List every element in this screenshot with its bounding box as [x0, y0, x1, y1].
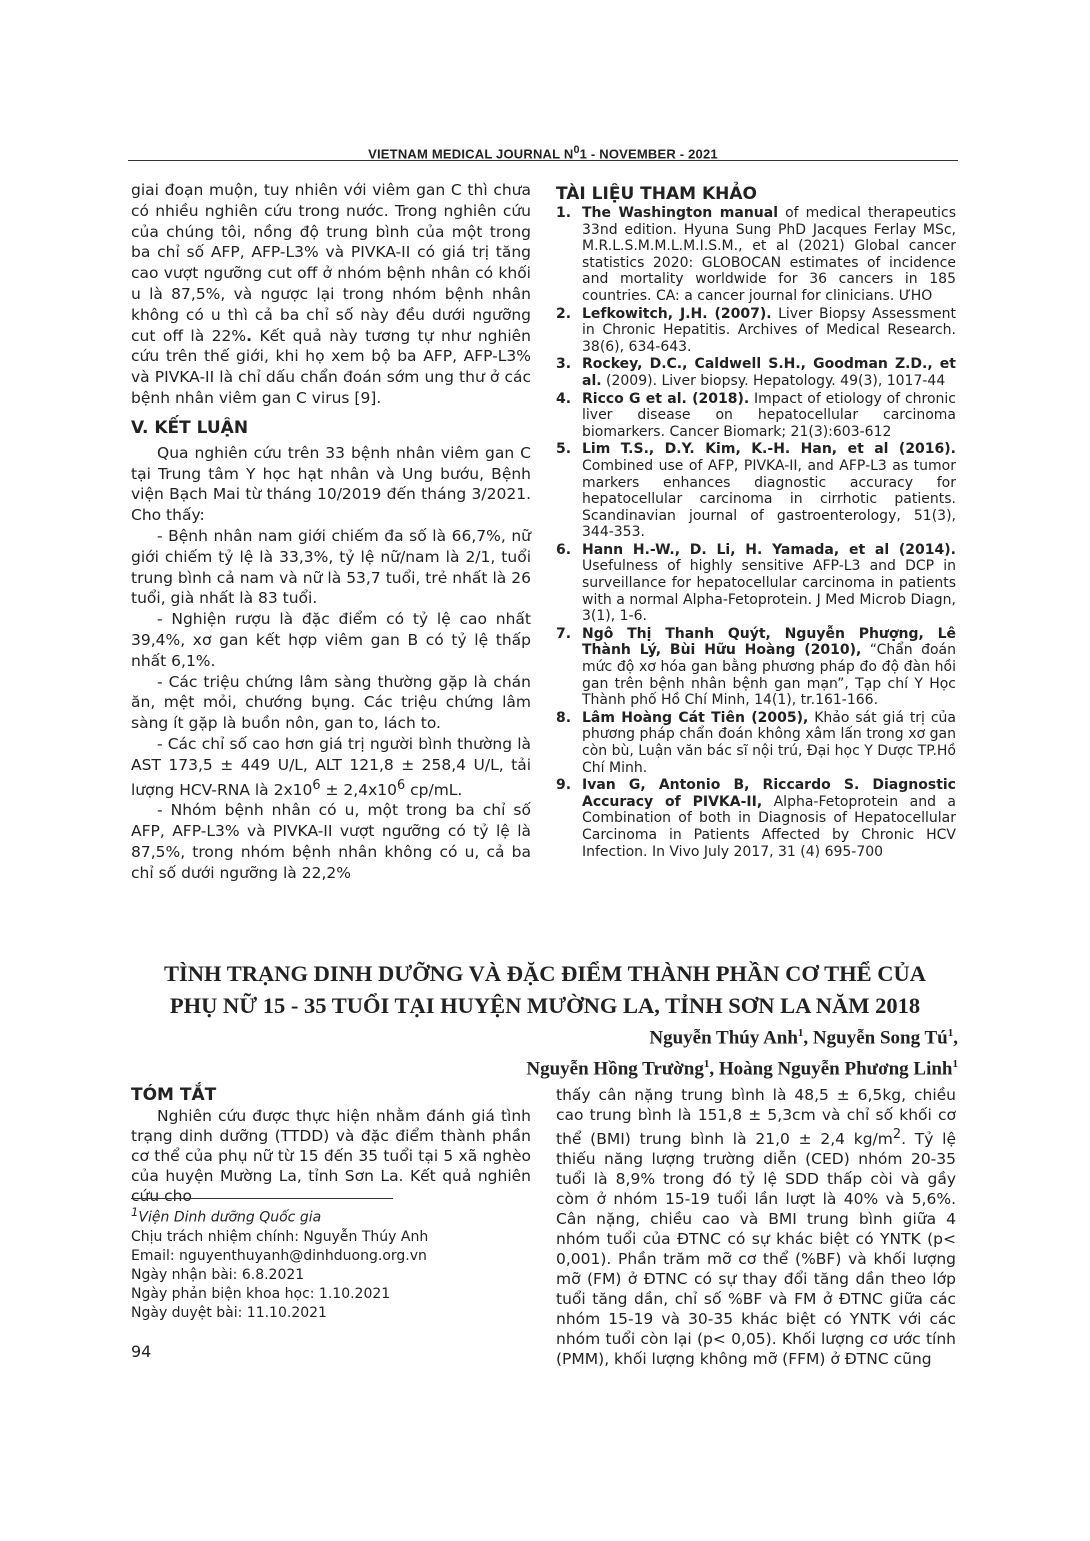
reference-item	[556, 391, 956, 441]
reference-text: Combined use of AFP, PIVKA-II, and AFP-L3 as tumor markers enhances diagnostic accuracy for hepatocellular carcinoma in cirrhotic patients. Scandinavian journal of gastroenterology, 51(3), 344-353.	[582, 457, 956, 541]
conclusion-lab-text: ± 2,4x10	[320, 780, 397, 799]
reference-item	[556, 356, 956, 389]
reference-item	[556, 710, 956, 776]
discussion-dot: .	[246, 326, 253, 345]
footnote-rule	[131, 1198, 393, 1199]
abstract-text-right	[556, 1085, 956, 1369]
author-name: Hoàng Nguyễn Phương Linh	[718, 1058, 953, 1080]
reference-item	[556, 626, 956, 709]
reference-authors: Lâm Hoàng Cát Tiên (2005),	[582, 709, 809, 726]
reference-number: 2.	[556, 305, 572, 322]
reference-authors: Hann H.-W., D. Li, H. Yamada, et al (2014).	[582, 541, 956, 558]
abstract-text-left: Nghiên cứu được thực hiện nhằm đánh giá tình trạng dinh dưỡng (TTDD) và đặc điểm thành phần cơ thể của phụ nữ từ 15 đến 35 tuổi tại 5 xã nghèo của huyện Mường La, tỉnh Sơn La. Kết quả nghiên cứu cho	[131, 1107, 531, 1205]
footnote-responsible: Chịu trách nhiệm chính: Nguyễn Thúy Anh	[131, 1228, 429, 1245]
reference-authors: Ivan G, Antonio B, Riccardo S. Diagnostic Accuracy of PIVKA-II,	[582, 777, 956, 810]
footnote-email: Email: nguyenthuyanh@dinhduong.org.vn	[131, 1247, 427, 1264]
reference-item	[556, 777, 956, 860]
footnotes	[131, 1203, 531, 1323]
reference-text: Impact of etiology of chronic liver disease on hepatocellular carcinoma biomarkers. Cancer Biomark; 21(3):603-612	[582, 390, 956, 440]
conclusion-intro: Qua nghiên cứu trên 33 bệnh nhân viêm gan C tại Trung tâm Y học hạt nhân và Ung bướu, Bệnh viện Bạch Mai từ tháng 10/2019 đến tháng 3/2021. Cho thấy:	[131, 443, 531, 525]
affiliation-mark: 1	[703, 1058, 710, 1071]
reference-list	[556, 205, 956, 860]
conclusion-lab-text: cp/mL.	[405, 780, 463, 799]
author-line	[258, 1020, 958, 1051]
reference-authors: The Washington manual	[582, 205, 778, 221]
conclusion-point: - Nghiện rượu là đặc điểm có tỷ lệ cao nhất 39,4%, xơ gan kết hợp viêm gan B có tỷ lệ thấp nhất 6,1%.	[131, 610, 531, 670]
references-column	[556, 183, 956, 861]
abstract-text: thấy cân nặng trung bình là 48,5 ± 6,5kg, chiều cao trung bình là 151,8 ± 5,3cm và chỉ số khối cơ thể (BMI) trung bình là 21,0 ± 2,4 kg/m	[556, 1086, 956, 1149]
reference-number: 1.	[556, 205, 572, 221]
journal-name: VIETNAM MEDICAL JOURNAL N	[368, 146, 574, 162]
author-name: Nguyễn Hồng Trường	[526, 1058, 704, 1080]
reference-text: Usefulness of highly sensitive AFP-L3 and DCP in surveillance for hepatocellular carcinoma in patients with a normal Alpha-Fetoprotein. J Med Microb Diagn, 3(1), 1-6.	[582, 558, 956, 625]
reference-text: Alpha-Fetoprotein and a Combination of both in Diagnosis of Hepatocellular Carcinoma in Patients Affected by Chronic HCV Infection. In Vivo July 2017, 31 (4) 695-700	[582, 793, 956, 860]
header-rule	[128, 160, 958, 161]
discussion-text: giai đoạn muộn, tuy nhiên với viêm gan C thì chưa có nhiều nghiên cứu trong nước. Trong nghiên cứu của chúng tôi, nồng độ trung bình của một trong ba chỉ số AFP, AFP-L3% và PIVKA-II có giá trị tăng cao vượt ngưỡng cut off ở nhóm bệnh nhân có khối u là 87,5%, và ngược lại trong nhóm bệnh nhân không có u thì cả ba chỉ số này đều dưới ngưỡng cut off là 22%	[131, 181, 531, 345]
reference-number: 7.	[556, 625, 572, 642]
reference-authors: Lim T.S., D.Y. Kim, K.-H. Han, et al (2016).	[582, 441, 956, 458]
conclusion-point: - Nhóm bệnh nhân có u, một trong ba chỉ số AFP, AFP-L3% và PIVKA-II vượt ngưỡng có tỷ lệ là 87,5%, trong nhóm bệnh nhân không có u, cả ba chỉ số dưới ngưỡng là 22,2%	[131, 801, 531, 882]
footnote-institution	[131, 1203, 531, 1228]
author-name: Nguyễn Song Tú	[812, 1027, 948, 1049]
exponent: 2	[892, 1127, 902, 1142]
affiliation-mark: 1	[952, 1058, 958, 1071]
reference-item	[556, 306, 956, 356]
author-name: Nguyễn Thúy Anh	[649, 1027, 798, 1049]
reference-text: Khảo sát giá trị của phương pháp chẩn đoán không xâm lấn trong xơ gan còn bù, Luận văn bác sĩ nội trú, Đại học Y Dược TP.Hồ Chí Minh.	[582, 709, 956, 776]
reference-authors: Ricco G et al. (2018).	[582, 390, 750, 407]
discussion-tail: Kết quả này tương tự như nghiên cứu trên thế giới, khi họ xem bộ ba AFP, AFP-L3% và PIVKA-II là chỉ dấu chẩn đoán sớm ung thư ở các bệnh nhân viêm gan C virus [9].	[131, 326, 531, 407]
reference-text: “Chẩn đoán mức độ xơ hóa gan bằng phương pháp đo độ đàn hồi gan trên bệnh nhân bệnh gan mạn”, Tạp chí Y Học Thành phố Hồ Chí Minh, 14(1), tr.161-166.	[582, 642, 956, 709]
abstract-text: . Tỷ lệ thiếu năng lượng trường diễn (CED) nhóm 20-35 tuổi là 8,9% trong đó tỷ lệ SDD thấp còi và gầy còm ở nhóm 15-19 tuổi lần lượt là 40% và 5,6%. Cân nặng, chiều cao và BMI trung bình giữa 4 nhóm tuổi của ĐTNC có sự khác biệt có YNTK (p< 0,001). Phần trăm mỡ cơ thể (%BF) và khối lượng mỡ (FM) ở ĐTNC có sự thay đổi tăng dần theo lớp tuổi tăng dần, chỉ số %BF và FM ở ĐTNC giữa các nhóm 15-19 và 30-35 khác biệt có YNTK với các nhóm tuổi còn lại (p< 0,05). Khối lượng cơ ước tính (PMM), khối lượng không mỡ (FFM) ở ĐTNC cũng	[556, 1130, 956, 1369]
exponent: 6	[312, 777, 321, 793]
affiliation-mark: 1	[947, 1027, 954, 1039]
author-separator: ,	[803, 1027, 813, 1049]
author-list	[258, 1020, 958, 1083]
left-column	[131, 180, 531, 884]
reference-item	[556, 205, 956, 305]
abstract-title: TÓM TẮT	[131, 1085, 217, 1105]
reference-text: of medical therapeutics 33nd edition. Hyuna Sung PhD Jacques Ferlay MSc, M.R.L.S.M.M.L.M.I.S.M., et al (2021) Global cancer statistics 2020: GLOBOCAN estimates of incidence and mortality worldwide for 36 cancers in 185 countries. CA: a cancer journal for clinicians. ƯHO	[582, 205, 956, 304]
reference-text: (2009). Liver biopsy. Hepatology. 49(3), 1017-44	[601, 372, 946, 389]
conclusion-point	[131, 734, 531, 801]
reference-item	[556, 441, 956, 541]
reference-number: 3.	[556, 356, 572, 373]
journal-issue: 1 - NOVEMBER - 2021	[579, 146, 718, 162]
exponent: 6	[396, 777, 406, 793]
reference-number: 8.	[556, 709, 572, 726]
reference-text: Liver Biopsy Assessment in Chronic Hepatitis. Archives of Medical Research. 38(6), 634-643.	[582, 305, 956, 355]
article-title-line: TÌNH TRẠNG DINH DƯỠNG VÀ ĐẶC ĐIỂM THÀNH PHẦN CƠ THỂ CỦA	[164, 961, 926, 986]
journal-header	[128, 144, 958, 161]
conclusion-point: - Bệnh nhân nam giới chiếm đa số là 66,7%, nữ giới chiếm tỷ lệ là 33,3%, tỷ lệ nữ/nam là 2/1, tuổi trung bình cả nam và nữ là 53,7 tuổi, trẻ nhất là 26 tuổi, già nhất là 83 tuổi.	[131, 526, 531, 608]
footnote-received: Ngày nhận bài: 6.8.2021	[131, 1266, 305, 1283]
reference-number: 6.	[556, 541, 572, 558]
conclusion-lab-text: - Các chỉ số cao hơn giá trị người bình thường là AST 173,5 ± 449 U/L, ALT 121,8 ± 258,4 U/L, tải lượng HCV-RNA là 2x10	[131, 734, 531, 799]
reference-authors: Lefkowitch, J.H. (2007).	[582, 305, 772, 322]
page-number: 94	[131, 1342, 152, 1361]
journal-number-sup: 0	[573, 144, 580, 156]
reference-item	[556, 542, 956, 625]
footnote-approved: Ngày duyệt bài: 11.10.2021	[131, 1304, 327, 1321]
author-separator: ,	[953, 1027, 958, 1049]
references-title: TÀI LIỆU THAM KHẢO	[556, 184, 757, 204]
author-separator: ,	[709, 1058, 719, 1080]
footnote-reviewed: Ngày phản biện khoa học: 1.10.2021	[131, 1285, 391, 1302]
reference-number: 4.	[556, 390, 572, 407]
article-title-line: PHỤ NỮ 15 - 35 TUỔI TẠI HUYỆN MƯỜNG LA, TỈNH SƠN LA NĂM 2018	[169, 993, 921, 1018]
institution-name: Viện Dinh dưỡng Quốc gia	[138, 1209, 322, 1226]
article-title	[120, 958, 970, 1022]
affiliation-mark: 1	[797, 1027, 804, 1039]
conclusion-point: - Các triệu chứng lâm sàng thường gặp là chán ăn, mệt mỏi, chướng bụng. Các triệu chứng lâm sàng ít gặp là buồn nôn, gan to, lách to.	[131, 672, 531, 733]
discussion-paragraph	[131, 180, 531, 409]
section-title-conclusion: V. KẾT LUẬN	[131, 417, 249, 438]
reference-number: 5.	[556, 441, 572, 458]
reference-authors: Ngô Thị Thanh Quýt, Nguyễn Phượng, Lê Thành Lý, Bùi Hữu Hoàng (2010),	[582, 625, 956, 659]
reference-authors: Rockey, D.C., Caldwell S.H., Goodman Z.D., et al.	[582, 356, 956, 389]
affiliation-mark: 1	[131, 1205, 139, 1219]
reference-number: 9.	[556, 777, 572, 794]
author-line	[258, 1051, 958, 1082]
